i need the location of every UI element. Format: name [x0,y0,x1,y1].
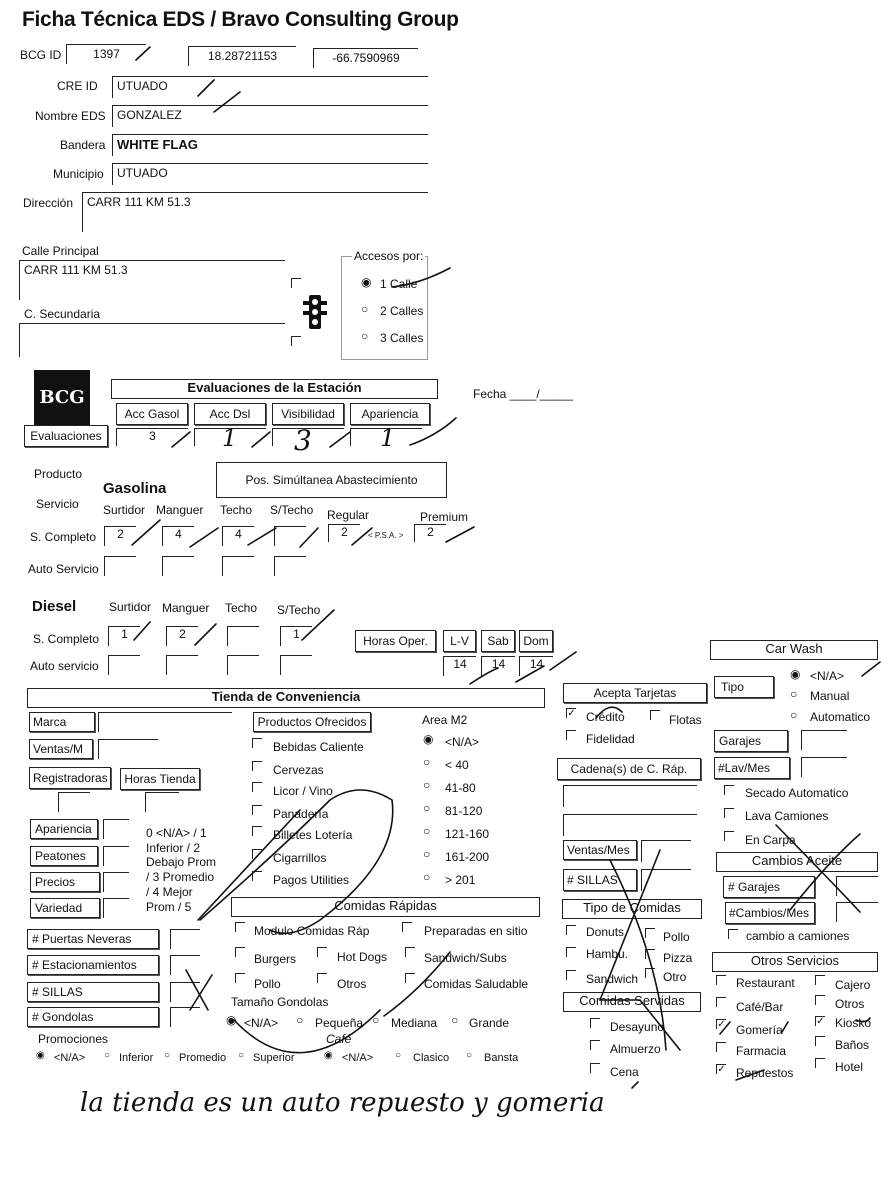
acceso-2-radio[interactable]: ○ [361,302,369,316]
area-2-label: 41-80 [445,781,476,795]
tipo-1-label: Pollo [663,930,690,944]
producto-2-label: Licor / Vino [273,784,333,798]
otros-3-label: Otros [835,997,865,1011]
apariencia-handwritten: 1 [380,424,396,452]
lava-camiones-label: Lava Camiones [745,809,829,823]
gondola-3-label: Grande [469,1016,510,1030]
dsl-stecho-field[interactable]: 1 [280,626,312,646]
area-6-label: > 201 [445,873,476,887]
dsl-s-completo-label: S. Completo [33,632,100,646]
producto-1-label: Cervezas [273,763,324,777]
cafe-2-radio[interactable]: ○ [466,1050,473,1061]
area-4-label: 121-160 [445,827,490,841]
cafe-2-label: Bansta [484,1052,519,1064]
municipio-field[interactable]: UTUADO [112,163,428,185]
producto-4-label: Billetes Lotería [273,828,353,842]
variedad-label: Variedad [30,898,100,918]
scale-line-3: / 3 Promedio [146,870,215,884]
nombre-eds-field[interactable]: GONZALEZ [112,105,428,127]
cafe-1-label: Clasico [413,1052,450,1064]
tipo-5-label: Otro [663,970,687,984]
cadena-ventas-label: Ventas/Mes [563,840,637,860]
precios-label: Precios [30,872,100,892]
cambio-camiones-label: cambio a camiones [746,929,850,943]
calle-secundaria-label: C. Secundaria [24,307,101,321]
dsl-col-surtidor: Surtidor [109,600,152,614]
premium-field[interactable]: 2 [414,524,446,542]
registradoras-label: Registradoras [29,767,111,789]
acceso-3-label: 3 Calles [380,331,424,345]
area-0-label: <N/A> [445,735,480,749]
fecha-label: Fecha ____/_____ [473,387,574,401]
fidelidad-label: Fidelidad [586,732,635,746]
apariencia-tienda-label: Apariencia [30,819,98,839]
latitude-field[interactable]: 18.28721153 [188,46,296,66]
dsl-surtidor-field[interactable]: 1 [108,626,140,646]
acc-gasol-header: Acc Gasol [116,403,188,425]
visibilidad-header: Visibilidad [272,403,344,425]
promo-2-radio[interactable]: ○ [164,1050,171,1061]
carwash-na-radio[interactable]: ◉ [790,667,801,681]
promo-1-label: Inferior [119,1052,154,1064]
gas-auto-servicio-label: Auto Servicio [28,562,99,576]
carwash-manual-label: Manual [810,689,850,703]
calle-principal-field[interactable]: CARR 111 KM 51.3 [19,260,285,300]
cr-7-label: Comidas Saludable [424,977,529,991]
bcg-id-field[interactable]: 1397 [66,44,146,64]
marca-label: Marca [29,712,95,732]
productos-ofrecidos-label: Productos Ofrecidos [253,712,371,732]
bandera-label: Bandera [60,138,106,152]
bcg-id-label: BCG ID [20,48,62,62]
otros-5-label: Kiosko [835,1016,872,1030]
gondola-1-radio[interactable]: ○ [296,1013,304,1027]
accesos-label: Accesos por: [354,249,424,263]
gas-surtidor-field[interactable]: 2 [104,526,136,546]
gasolina-label: Gasolina [103,480,167,497]
area-m2-label: Area M2 [422,713,468,727]
gas-techo-field[interactable]: 4 [222,526,254,546]
promo-3-label: Superior [253,1052,295,1064]
otros-4-label: Gomería [736,1023,783,1037]
longitude-field[interactable]: -66.7590969 [313,48,418,68]
comidas-rapidas-header: Comidas Rápidas [231,897,540,917]
ventas-label: Ventas/M [29,739,93,759]
cre-id-field[interactable]: UTUADO [112,76,428,98]
producto-3-label: Panadería [273,807,329,821]
otros-0-label: Restaurant [736,976,795,990]
horas-lv-header: L-V [443,630,476,652]
carwash-automatico-label: Automatico [810,710,871,724]
peatones-label: Peatones [30,846,98,866]
cr-4-label: Sandwich/Subs [424,951,507,965]
gondola-0-radio[interactable]: ◉ [226,1013,237,1027]
cafe-1-radio[interactable]: ○ [395,1050,402,1061]
handwritten-note: la tienda es un auto repuesto y gomeria [80,1088,605,1118]
producto-label: Producto [34,467,83,481]
gas-s-completo-label: S. Completo [30,530,97,544]
credito-checkbox[interactable]: ✓ [567,708,576,719]
bcg-logo: BCG [34,370,90,425]
gondola-3-radio[interactable]: ○ [451,1013,459,1027]
horas-dom-header: Dom [519,630,553,652]
cr-6-label: Otros [337,977,367,991]
cafe-label: Café [326,1032,352,1046]
regular-field[interactable]: 2 [328,524,360,542]
cambios-mes-label: #Cambios/Mes [725,902,815,924]
acepta-tarjetas-header: Acepta Tarjetas [563,683,707,703]
otros-servicios-header: Otros Servicios [712,952,878,972]
area-1-label: < 40 [445,758,469,772]
dsl-col-techo: Techo [225,601,258,615]
promo-3-radio[interactable]: ○ [238,1050,245,1061]
promo-2-label: Promedio [179,1052,227,1064]
promo-1-radio[interactable]: ○ [104,1050,111,1061]
promo-0-radio[interactable]: ◉ [36,1050,45,1061]
gondola-2-label: Mediana [391,1016,438,1030]
acc-gasol-field[interactable]: 3 [116,428,188,446]
car-wash-header: Car Wash [710,640,878,660]
tamano-gondolas-label: Tamaño Gondolas [231,995,329,1009]
scale-line-4: / 4 Mejor [146,885,193,899]
horas-lv-field[interactable]: 14 [443,656,476,676]
carwash-manual-radio[interactable]: ○ [790,687,798,701]
municipio-label: Municipio [53,167,104,181]
calle-principal-label: Calle Principal [22,244,99,258]
cr-2-label: Burgers [254,952,297,966]
scale-line-1: Inferior / 2 [146,841,201,855]
cafe-0-label: <N/A> [342,1052,374,1064]
tipo-comidas-header: Tipo de Comidas [562,899,702,919]
garajes-label: Garajes [714,730,788,752]
servida-0-label: Desayuno [610,1020,665,1034]
horas-tienda-label: Horas Tienda [120,768,200,790]
producto-5-label: Cigarrillos [273,851,327,865]
otros-8-label: Repuestos [736,1066,794,1080]
nombre-eds-label: Nombre EDS [35,109,106,123]
cambios-aceite-header: Cambios Aceite [716,852,878,872]
acceso-3-radio[interactable]: ○ [361,329,369,343]
cr-3-label: Hot Dogs [337,950,388,964]
tienda-header: Tienda de Conveniencia [27,688,545,708]
acceso-2-label: 2 Calles [380,304,424,318]
lav-mes-label: #Lav/Mes [714,757,790,779]
cadena-sillas-label: # SILLAS [563,869,637,891]
otros-6-label: Farmacia [736,1044,787,1058]
puertas-neveras-label: # Puertas Neveras [27,929,159,949]
gas-col-manguer: Manguer [156,503,204,517]
page-title: Ficha Técnica EDS / Bravo Consulting Group [22,8,459,31]
promociones-label: Promociones [38,1032,109,1046]
apariencia-header: Apariencia [350,403,430,425]
dsl-auto-servicio-label: Auto servicio [30,659,99,673]
regular-label: Regular [327,508,370,522]
producto-6-label: Pagos Utilities [273,873,350,887]
tipo-2-label: Hambu. [586,947,629,961]
dsl-col-manguer: Manguer [162,601,210,615]
horas-dom-field[interactable]: 14 [519,656,553,676]
car-wash-tipo-label: Tipo [714,676,774,698]
premium-label: Premium [420,510,469,524]
cr-1-label: Preparadas en sitio [424,924,528,938]
area-5-label: 161-200 [445,850,490,864]
secado-label: Secado Automatico [745,786,849,800]
cadena-header: Cadena(s) de C. Ráp. [557,758,701,780]
horas-sab-field[interactable]: 14 [481,656,515,676]
cr-0-label: Modulo Comidas Ráp [254,924,370,938]
diesel-label: Diesel [32,598,77,615]
area-2-radio[interactable]: ○ [423,778,431,792]
acc-dsl-header: Acc Dsl [194,403,266,425]
tipo-4-label: Sandwich [586,972,639,986]
otros-9-label: Hotel [835,1060,864,1074]
otros-1-label: Cajero [835,978,871,992]
otros-5-checkbox[interactable]: ✓ [816,1016,825,1027]
direccion-label: Dirección [23,196,74,210]
bandera-field[interactable]: WHITE FLAG [112,134,428,156]
visibilidad-handwritten: 3 [294,424,312,457]
credito-label: Crédito [586,710,625,724]
area-0-radio[interactable]: ◉ [423,732,434,746]
otros-4-checkbox[interactable]: ✓ [717,1019,726,1030]
gas-col-surtidor: Surtidor [103,503,146,517]
dsl-manguer-field[interactable]: 2 [166,626,198,646]
acceso-1-label: 1 Calle [380,277,418,291]
scale-line-0: 0 <N/A> / 1 [146,826,207,840]
horas-oper-label: Horas Oper. [355,630,436,652]
comidas-servidas-header: Comidas Servidas [563,992,701,1012]
flotas-label: Flotas [669,713,702,727]
tipo-3-label: Pizza [663,951,693,965]
horas-sab-header: Sab [481,630,515,652]
direccion-field[interactable]: CARR 111 KM 51.3 [82,192,428,232]
gas-col-stecho: S/Techo [270,503,314,517]
gas-manguer-field[interactable]: 4 [162,526,194,546]
tienda-sillas-label: # SILLAS [27,982,159,1002]
acc-dsl-handwritten: 1 [222,424,238,452]
cr-5-label: Pollo [254,977,281,991]
area-4-radio[interactable]: ○ [423,824,431,838]
cambios-garajes-label: # Garajes [723,876,815,898]
psa-label: < P.S.A. > [368,531,404,540]
servida-2-label: Cena [610,1065,639,1079]
servida-1-label: Almuerzo [610,1042,661,1056]
otros-8-checkbox[interactable]: ✓ [717,1064,726,1075]
otros-7-label: Baños [835,1038,870,1052]
area-3-label: 81-120 [445,804,483,818]
en-carpa-label: En Carpa [745,833,796,847]
carwash-na-label: <N/A> [810,669,845,683]
gondola-2-radio[interactable]: ○ [372,1013,380,1027]
evaluaciones-header: Evaluaciones de la Estación [111,379,438,399]
promo-0-label: <N/A> [54,1052,86,1064]
tipo-0-label: Donuts [586,925,625,939]
gas-col-techo: Techo [220,503,253,517]
scale-line-2: Debajo Prom [146,855,217,869]
scale-line-5: Prom / 5 [146,900,192,914]
area-6-radio[interactable]: ○ [423,870,431,884]
gondola-1-label: Pequeña [315,1016,364,1030]
cafe-0-radio[interactable]: ◉ [324,1050,333,1061]
producto-0-label: Bebidas Caliente [273,740,364,754]
area-3-radio[interactable]: ○ [423,801,431,815]
servicio-label: Servicio [36,497,79,511]
otros-2-label: Café/Bar [736,1000,784,1014]
pos-simultanea-box: Pos. Simúltanea Abastecimiento [216,462,447,498]
area-5-radio[interactable]: ○ [423,847,431,861]
cre-id-label: CRE ID [57,79,98,93]
gondola-0-label: <N/A> [244,1016,279,1030]
dsl-col-stecho: S/Techo [277,603,321,617]
gondolas-label: # Gondolas [27,1007,159,1027]
estacionamientos-label: # Estacionamientos [27,955,159,975]
carwash-automatico-radio[interactable]: ○ [790,708,798,722]
evaluaciones-button[interactable]: Evaluaciones [24,425,108,447]
area-1-radio[interactable]: ○ [423,755,431,769]
acceso-1-radio[interactable]: ◉ [361,275,372,289]
